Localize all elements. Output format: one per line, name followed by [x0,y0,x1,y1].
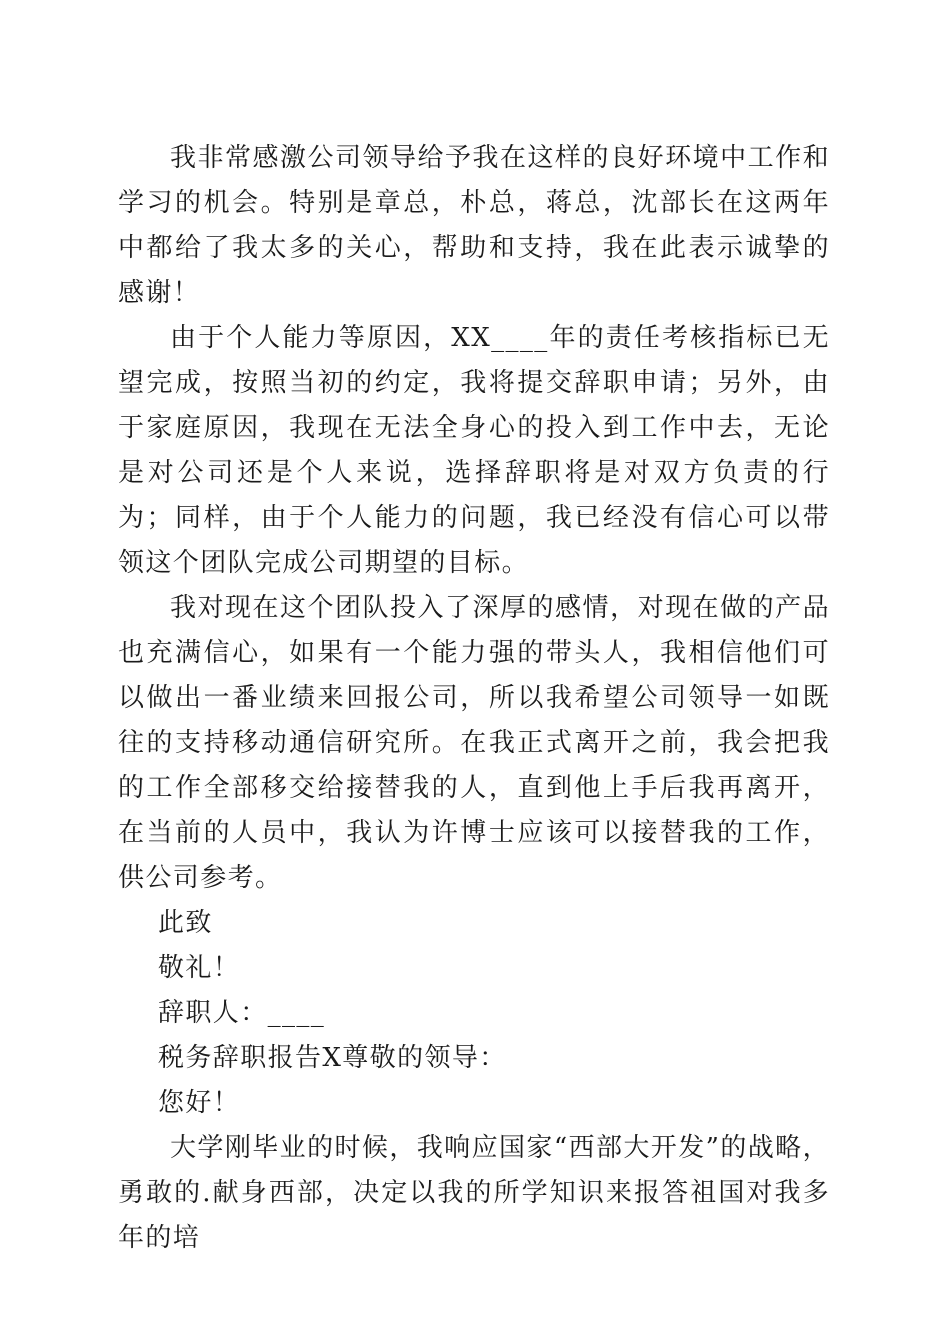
signature-line: 辞职人：____ [158,998,326,1028]
paragraph-graduation: 大学刚毕业的时候，我响应国家“西部大开发”的战略，勇敢的.献身西部，决定以我的所学知识来报答祖国对我多年的培 [118,1133,830,1253]
paragraph-team-handover: 我对现在这个团队投入了深厚的感情，对现在做的产品也充满信心，如果有一个能力强的带头人，我相信他们可以做出一番业绩来回报公司，所以我希望公司领导一如既往的支持移动通信研究所。在我正式离开之前，我会把我的工作全部移交给接替我的人，直到他上手后我再离开，在当前的人员中，我认为许博士应该可以接替我的工作，供公司参考。 [118,593,830,893]
closing-line: 此致 [158,908,213,938]
paragraph-gratitude: 我非常感激公司领导给予我在这样的良好环境中工作和学习的机会。特别是章总，朴总，蒋总，沈部长在这两年中都给了我太多的关心，帮助和支持，我在此表示诚挚的感谢！ [118,143,830,308]
salute-line: 敬礼！ [158,953,241,983]
paragraph-resignation-reason: 由于个人能力等原因，XX____年的责任考核指标已无望完成，按照当初的约定，我将提交辞职申请；另外，由于家庭原因，我现在无法全身心的投入到工作中去，无论是对公司还是个人来说，选择辞职将是对双方负责的行为；同样，由于个人能力的问题，我已经没有信心可以带领这个团队完成公司期望的目标。 [118,323,830,578]
document-body [118,136,830,1261]
greeting-line: 您好！ [158,1088,241,1118]
next-letter-title: 税务辞职报告X尊敬的领导： [158,1043,507,1073]
